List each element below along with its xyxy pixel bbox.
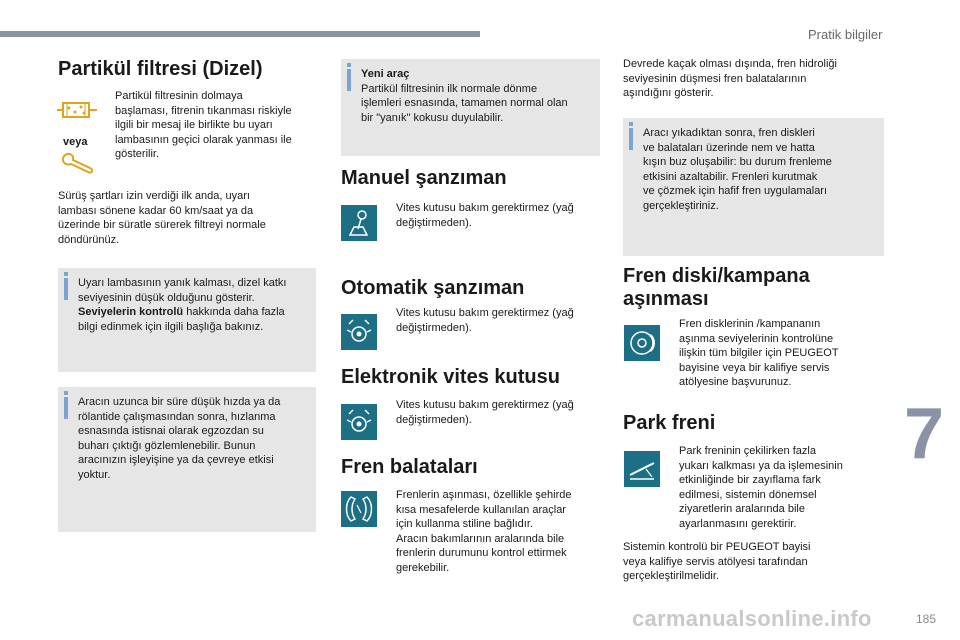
automatic-gearbox-title: Otomatik şanzıman: [341, 277, 525, 299]
particle-filter-warning-icon: [57, 95, 97, 125]
brake-disc-title: Fren diski/kampana aşınması: [623, 265, 810, 310]
brake-pads-title: Fren balataları: [341, 456, 478, 478]
brake-pads-text: Frenlerin aşınması, özellikle şehirde kısa mesafelerde kullanılan araçlar için kullanma stiline bağlıdır. Aracın bakımlarının aralarında bile frenlerin durumunu kontrol ettirmek gerekebilir.: [396, 489, 572, 574]
electronic-gearbox-icon: [341, 404, 377, 440]
info-icon: [64, 278, 68, 300]
parking-brake-title: Park freni: [623, 412, 716, 434]
header-bar: [0, 31, 480, 37]
parking-brake-service-text: Sistemin kontrolü bir PEUGEOT bayisi veya kalifiye servis atölyesi tarafından gerçekleştirilmelidir.: [623, 541, 811, 582]
electronic-gearbox-title: Elektronik vites kutusu: [341, 366, 560, 388]
info-box-steam: Aracın uzunca bir süre düşük hızda ya da rölantide çalışmasından sonra, hızlanma esnasında istisnai olarak egzozdan su buharı çıktığı gözlemlenebilir. Bunun aracınızın işleyişine ya da çevreye etkisi yoktur.: [58, 387, 316, 532]
automatic-gearbox-icon: [341, 314, 377, 350]
info-icon: [64, 397, 68, 419]
chapter-number: 7: [904, 394, 945, 474]
brake-pads-icon: [341, 491, 377, 527]
particle-filter-paragraph: Sürüş şartları izin verdiği ilk anda, uyarı lambası sönene kadar 60 km/saat ya da üzerinde bir süratle sürerek filtreyi normale döndürünüz.: [58, 190, 266, 246]
automatic-gearbox-text: Vites kutusu bakım gerektirmez (yağ değiştirmeden).: [396, 307, 574, 334]
brake-fluid-text: Devrede kaçak olması dışında, fren hidroliği seviyesinin düşmesi fren balatalarının aşındığını gösterir.: [623, 58, 837, 99]
particle-filter-intro: Partikül filtresinin dolmaya başlaması, fitrenin tıkanması riskiyle ilgili bir mesaj ile birlikte bu uyarı lambasının geçici olarak yanması ile gösterilir.: [115, 90, 292, 160]
watermark: carmanualsonline.info: [632, 606, 872, 631]
info-icon: [347, 69, 351, 91]
info-box-additive: Uyarı lambasının yanık kalması, dizel katkı seviyesinin düşük olduğunu gösterir. Seviyelerin kontrolü hakkında daha fazla bilgi edinmek için ilgili başlığa bakınız.: [58, 268, 316, 372]
brake-disc-icon: [624, 325, 660, 361]
manual-gearbox-title: Manuel şanzıman: [341, 167, 507, 189]
parking-brake-icon: [624, 451, 660, 487]
info-icon: [629, 128, 633, 150]
particle-filter-title: Partikül filtresi (Dizel): [58, 58, 263, 80]
page-number: 185: [916, 612, 937, 626]
info-box-new-vehicle: Yeni araç Partikül filtresinin ilk normale dönme işlemleri esnasında, tamamen normal olan bir "yanık" kokusu duyulabilir.: [341, 59, 600, 156]
parking-brake-text: Park freninin çekilirken fazla yukarı kalkması ya da işlemesinin etkinliğinde bir zayıflama fark edilmesi, sistemin dönemsel ziyaretlerin aralarında bile ayarlanmasını gerektirir.: [679, 445, 843, 530]
icon-caption: veya: [63, 136, 88, 148]
brake-disc-text: Fren disklerinin /kampananın aşınma seviyelerinin kontrolüne ilişkin tüm bilgiler için PEUGEOT bayisine veya bir kalifiye servis atölyesine başvurunuz.: [679, 318, 839, 388]
manual-gearbox-text: Vites kutusu bakım gerektirmez (yağ değiştirmeden).: [396, 202, 574, 229]
section-title: Pratik bilgiler: [808, 27, 883, 42]
manual-gearbox-icon: [341, 205, 377, 241]
electronic-gearbox-text: Vites kutusu bakım gerektirmez (yağ değiştirmeden).: [396, 399, 574, 426]
info-box-washing: Aracı yıkadıktan sonra, fren diskleri ve balataları üzerinde nem ve hatta kışın buz oluşabilir: bu durum frenleme etkisini azaltabilir. Frenleri kurutmak ve çözmek için hafif fren uygulamaları gerçekleştiriniz.: [623, 118, 884, 256]
wrench-icon: [60, 152, 96, 174]
